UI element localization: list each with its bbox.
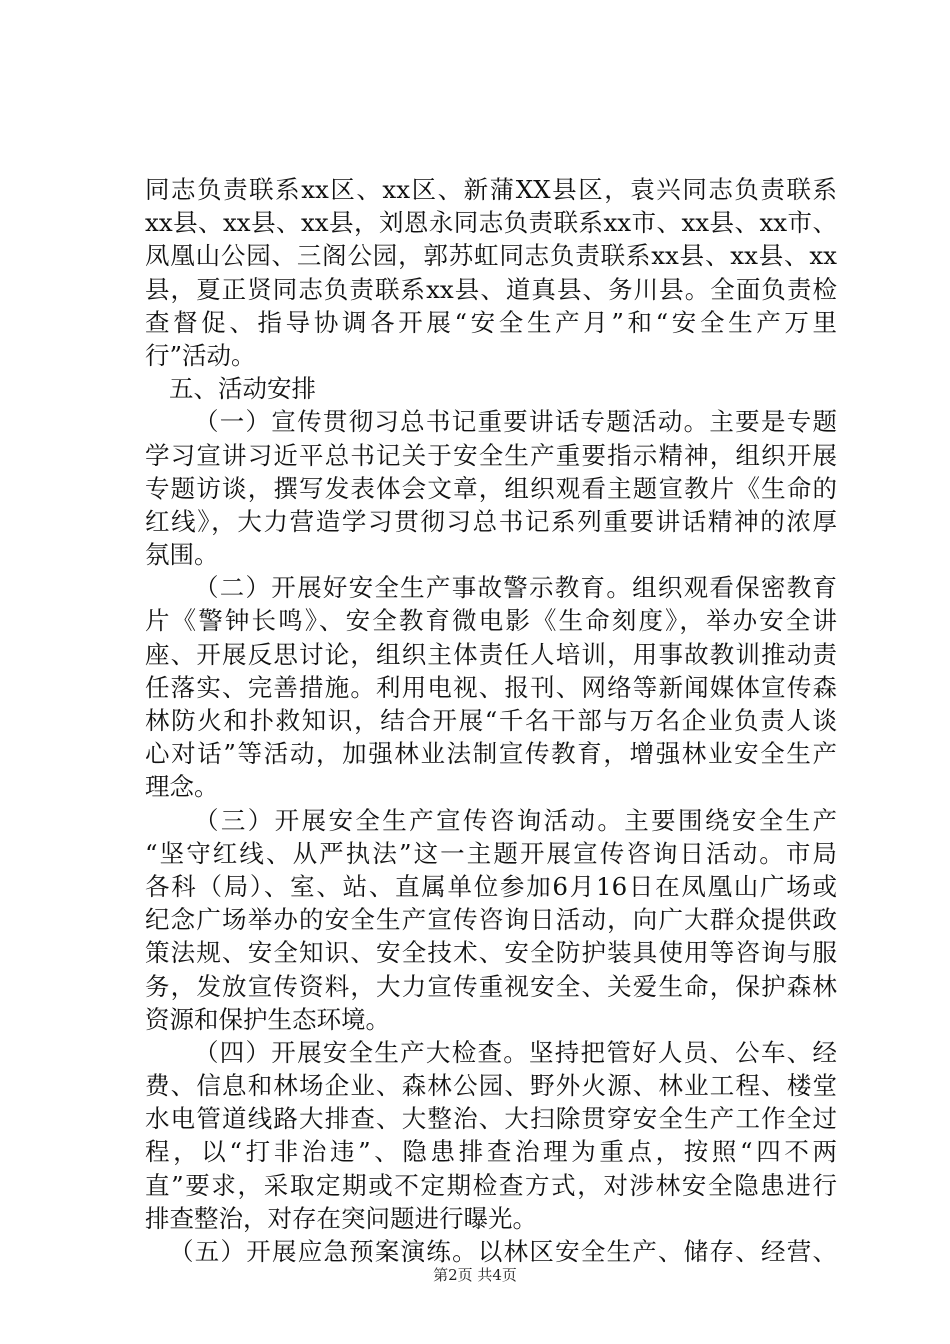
text-line: 理念。 xyxy=(145,772,219,802)
text-line: 行”活动。 xyxy=(145,340,256,370)
text-line: 心对话”等活动，加强林业法制宣传教育，增强林业安全生产 xyxy=(145,739,837,769)
text-line: （一）宣传贯彻习总书记重要讲话专题活动。主要是专题 xyxy=(194,407,837,437)
text-line: 红线》，大力营造学习贯彻习总书记系列重要讲话精神的浓厚 xyxy=(145,506,837,536)
text-line: xx县、xx县、xx县，刘恩永同志负责联系xx市、xx县、xx市、 xyxy=(145,208,837,238)
text-line: 资源和保护生态环境。 xyxy=(145,1004,390,1034)
text-line: （三）开展安全生产宣传咨询活动。主要围绕安全生产 xyxy=(194,805,837,835)
text-line: 费、信息和林场企业、森林公园、野外火源、林业工程、楼堂 xyxy=(145,1071,837,1101)
text-line: （五）开展应急预案演练。以林区安全生产、储存、经营、 xyxy=(169,1237,837,1266)
text-line: （四）开展安全生产大检查。坚持把管好人员、公车、经 xyxy=(194,1037,837,1067)
text-line: 五、活动安排 xyxy=(169,374,316,404)
page-footer: 第2页 共4页 xyxy=(433,1266,517,1284)
text-line: “坚守红线、从严执法”这一主题开展宣传咨询日活动。市局 xyxy=(145,838,837,868)
text-line: 排查整治，对存在突问题进行曝光。 xyxy=(145,1203,537,1233)
text-line: 水电管道线路大排查、大整治、大扫除贯穿安全生产工作全过 xyxy=(145,1104,837,1134)
body-text xyxy=(145,173,837,1268)
text-line: 县，夏正贤同志负责联系xx县、道真县、务川县。全面负责检 xyxy=(145,274,837,304)
text-line: 查督促、指导协调各开展“安全生产月”和“安全生产万里 xyxy=(145,307,837,337)
text-line: 各科（局）、室、站、直属单位参加6月16日在凤凰山广场或 xyxy=(145,871,837,901)
text-line: 策法规、安全知识、安全技术、安全防护装具使用等咨询与服 xyxy=(145,938,837,968)
text-line: （二）开展好安全生产事故警示教育。组织观看保密教育 xyxy=(194,573,837,603)
text-line: 程，以“打非治违”、隐患排查治理为重点，按照“四不两 xyxy=(145,1137,837,1167)
text-line: 林防火和扑救知识，结合开展“千名干部与万名企业负责人谈 xyxy=(145,706,837,735)
text-line: 凤凰山公园、三阁公园，郭苏虹同志负责联系xx县、xx县、xx xyxy=(145,241,837,271)
text-line: 纪念广场举办的安全生产宣传咨询日活动，向广大群众提供政 xyxy=(145,905,837,935)
text-line: 座、开展反思讨论，组织主体责任人培训，用事故教训推动责 xyxy=(145,639,837,669)
text-line: 专题访谈，撰写发表体会文章，组织观看主题宣教片《生命的 xyxy=(145,473,837,503)
text-line: 同志负责联系xx区、xx区、新蒲XX县区，袁兴同志负责联系 xyxy=(145,175,837,204)
text-line: 务，发放宣传资料，大力宣传重视安全、关爱生命，保护森林 xyxy=(145,971,837,1001)
text-line: 直”要求，采取定期或不定期检查方式，对涉林安全隐患进行 xyxy=(145,1170,837,1200)
text-line: 氛围。 xyxy=(145,540,219,570)
text-line: 片《警钟长鸣》、安全教育微电影《生命刻度》，举办安全讲 xyxy=(145,606,837,636)
text-line: 学习宣讲习近平总书记关于安全生产重要指示精神，组织开展 xyxy=(145,440,837,470)
text-line: 任落实、完善措施。利用电视、报刊、网络等新闻媒体宣传森 xyxy=(145,672,837,702)
